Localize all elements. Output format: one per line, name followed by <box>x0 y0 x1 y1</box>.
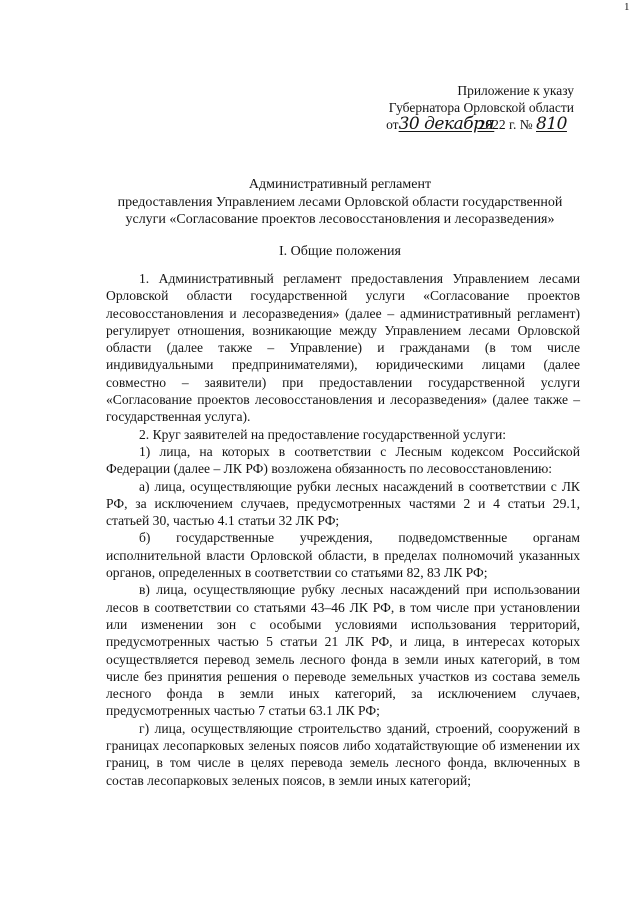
section-heading: I. Общие положения <box>279 244 401 259</box>
handwritten-number: 810 <box>536 114 567 134</box>
appendix-line-1: Приложение к указу <box>457 83 574 98</box>
corner-mark: 1 <box>624 1 630 13</box>
paragraph-2-1-b: б) государственные учреждения, подведомственные органам исполнительной власти Орловской области, в пределах полномочий указанных органов, определенных в соответствии со статьями 82, 83 ЛК РФ; <box>106 530 580 581</box>
paragraph-1: 1. Административный регламент предоставления Управлением лесами Орловской области государственной услуги «Согласование проектов лесовосстановления и лесоразведения» (далее – административный регламент) регулирует отношения, возникающие между Управлением лесами Орловской области (далее также – Управление) и гражданами (в том числе индивидуальными предпринимателями), юридическими лицами (далее совместно – заявители) при предоставлении государственной услуги «Согласование проектов лесовосстановления и лесоразведения» (далее также – государственная услуга). <box>106 271 580 425</box>
year-number-label: 2022 г. № <box>478 117 533 132</box>
title-line-2: предоставления Управлением лесами Орловской области государственной <box>117 194 563 210</box>
document-title <box>100 176 580 229</box>
paragraph-2-1-v: в) лица, осуществляющие рубку лесных насаждений при использовании лесов в соответствии со статьями 43–46 ЛК РФ, в том числе при установлении или изменении зон с особыми условиями использования территорий, предусмотренных частью 5 статьи 21 ЛК РФ, и лица, в интересах которых осуществляется перевод земель лесного фонда в земли иных категорий, в том числе без принятия решения о переводе земельных участков из состава земель лесного фонда в земли иных категорий, за исключением случаев, предусмотренных частью 7 статьи 63.1 ЛК РФ; <box>106 582 580 719</box>
document-body <box>106 270 580 789</box>
appendix-block <box>386 82 574 133</box>
paragraph-2-1-g: г) лица, осуществляющие строительство зданий, строений, сооружений в границах лесопарковых зеленых поясов либо ходатайствующие об изменении их границ, в том числе в целях перевода земель лесного фонда, включенных в состав лесопарковых зеленых поясов, в земли иных категорий; <box>106 720 580 788</box>
appendix-line-2: Губернатора Орловской области <box>388 100 574 115</box>
title-line-3: услуги «Согласование проектов лесовосстановления и лесоразведения» <box>125 212 555 227</box>
handwritten-date: 30 декабря <box>398 114 495 134</box>
paragraph-2: 2. Круг заявителей на предоставление государственной услуги: <box>139 426 507 442</box>
paragraph-2-1: 1) лица, на которых в соответствии с Лесным кодексом Российской Федерации (далее – ЛК РФ) возложена обязанность по лесовосстановлению: <box>106 443 580 477</box>
title-line-1: Административный регламент <box>248 177 432 192</box>
from-label: от <box>386 117 399 132</box>
paragraph-2-1-a: а) лица, осуществляющие рубки лесных насаждений в соответствии с ЛК РФ, за исключением случаев, предусмотренных частями 2 и 4 статьи 29.1, статьей 30, частью 4.1 статьи 32 ЛК РФ; <box>106 478 580 529</box>
appendix-date-line <box>386 116 574 133</box>
